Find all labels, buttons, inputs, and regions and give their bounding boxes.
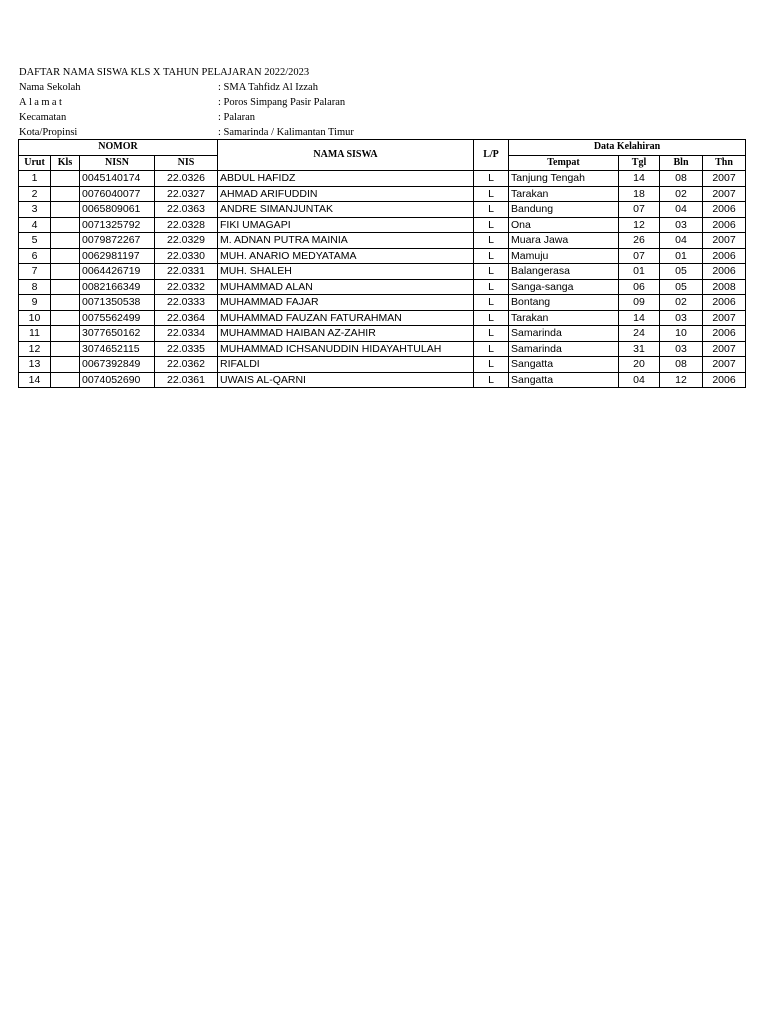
cell-kls xyxy=(51,326,80,342)
cell-kls xyxy=(51,248,80,264)
cell-kls xyxy=(51,233,80,249)
cell-urut: 4 xyxy=(19,217,51,233)
cell-nama-siswa: MUHAMMAD FAJAR xyxy=(218,295,474,311)
header-bln: Bln xyxy=(660,155,703,171)
cell-tempat: Ona xyxy=(509,217,619,233)
cell-tempat: Samarinda xyxy=(509,326,619,342)
student-roster-table xyxy=(18,139,746,388)
cell-lp: L xyxy=(474,217,509,233)
cell-bln: 01 xyxy=(660,248,703,264)
cell-tgl: 12 xyxy=(619,217,660,233)
cell-lp: L xyxy=(474,186,509,202)
cell-thn: 2008 xyxy=(703,279,746,295)
cell-kls xyxy=(51,171,80,187)
info-row-district xyxy=(19,110,309,125)
cell-nama-siswa: ABDUL HAFIDZ xyxy=(218,171,474,187)
header-nis: NIS xyxy=(155,155,218,171)
cell-tgl: 04 xyxy=(619,372,660,388)
cell-bln: 12 xyxy=(660,372,703,388)
cell-nis: 22.0362 xyxy=(155,357,218,373)
cell-tgl: 26 xyxy=(619,233,660,249)
cell-tempat: Mamuju xyxy=(509,248,619,264)
cell-tgl: 06 xyxy=(619,279,660,295)
table-row xyxy=(19,248,746,264)
cell-nisn: 0064426719 xyxy=(80,264,155,280)
cell-nis: 22.0364 xyxy=(155,310,218,326)
cell-thn: 2007 xyxy=(703,171,746,187)
cell-thn: 2006 xyxy=(703,372,746,388)
cell-nis: 22.0327 xyxy=(155,186,218,202)
cell-bln: 04 xyxy=(660,233,703,249)
table-row xyxy=(19,357,746,373)
cell-thn: 2007 xyxy=(703,186,746,202)
table-row xyxy=(19,295,746,311)
cell-nisn: 0045140174 xyxy=(80,171,155,187)
cell-urut: 9 xyxy=(19,295,51,311)
cell-tempat: Sanga-sanga xyxy=(509,279,619,295)
info-value: : Palaran xyxy=(218,112,256,123)
cell-kls xyxy=(51,264,80,280)
header-lp: L/P xyxy=(474,140,509,171)
cell-nama-siswa: UWAIS AL-QARNI xyxy=(218,372,474,388)
cell-urut: 5 xyxy=(19,233,51,249)
table-row xyxy=(19,279,746,295)
cell-kls xyxy=(51,186,80,202)
cell-tgl: 24 xyxy=(619,326,660,342)
cell-tempat: Tarakan xyxy=(509,310,619,326)
cell-tempat: Bontang xyxy=(509,295,619,311)
cell-nis: 22.0361 xyxy=(155,372,218,388)
header-nama-siswa: NAMA SISWA xyxy=(218,140,474,171)
cell-nisn: 0067392849 xyxy=(80,357,155,373)
cell-kls xyxy=(51,279,80,295)
cell-lp: L xyxy=(474,341,509,357)
info-label: Nama Sekolah xyxy=(19,82,81,93)
cell-tgl: 01 xyxy=(619,264,660,280)
cell-nama-siswa: RIFALDI xyxy=(218,357,474,373)
cell-nis: 22.0331 xyxy=(155,264,218,280)
cell-thn: 2007 xyxy=(703,357,746,373)
cell-bln: 03 xyxy=(660,217,703,233)
cell-nisn: 0082166349 xyxy=(80,279,155,295)
cell-thn: 2006 xyxy=(703,217,746,233)
cell-thn: 2006 xyxy=(703,202,746,218)
header-thn: Thn xyxy=(703,155,746,171)
table-row xyxy=(19,310,746,326)
cell-kls xyxy=(51,295,80,311)
cell-tempat: Tarakan xyxy=(509,186,619,202)
cell-nama-siswa: MUHAMMAD FAUZAN FATURAHMAN xyxy=(218,310,474,326)
header-data-kelahiran: Data Kelahiran xyxy=(509,140,746,156)
cell-kls xyxy=(51,357,80,373)
header-row-top xyxy=(19,140,746,156)
cell-nisn: 0074052690 xyxy=(80,372,155,388)
cell-nisn: 0075562499 xyxy=(80,310,155,326)
cell-urut: 14 xyxy=(19,372,51,388)
table-row xyxy=(19,233,746,249)
cell-tgl: 09 xyxy=(619,295,660,311)
cell-lp: L xyxy=(474,171,509,187)
cell-thn: 2006 xyxy=(703,248,746,264)
cell-urut: 3 xyxy=(19,202,51,218)
table-row xyxy=(19,217,746,233)
info-value: : SMA Tahfidz Al Izzah xyxy=(218,82,318,93)
cell-urut: 12 xyxy=(19,341,51,357)
document-title: DAFTAR NAMA SISWA KLS X TAHUN PELAJARAN 2022/2023 xyxy=(19,67,310,78)
cell-tempat: Muara Jawa xyxy=(509,233,619,249)
cell-bln: 05 xyxy=(660,279,703,295)
cell-nisn: 0065809061 xyxy=(80,202,155,218)
info-row-school xyxy=(19,80,318,95)
info-row-address xyxy=(19,95,346,110)
cell-urut: 8 xyxy=(19,279,51,295)
cell-tgl: 07 xyxy=(619,202,660,218)
table-row xyxy=(19,202,746,218)
cell-tempat: Bandung xyxy=(509,202,619,218)
header-tempat: Tempat xyxy=(509,155,619,171)
cell-kls xyxy=(51,310,80,326)
cell-lp: L xyxy=(474,264,509,280)
cell-tgl: 18 xyxy=(619,186,660,202)
cell-nama-siswa: MUH. SHALEH xyxy=(218,264,474,280)
cell-nama-siswa: MUHAMMAD ICHSANUDDIN HIDAYAHTULAH xyxy=(218,341,474,357)
table-row xyxy=(19,264,746,280)
cell-nama-siswa: AHMAD ARIFUDDIN xyxy=(218,186,474,202)
cell-nis: 22.0330 xyxy=(155,248,218,264)
cell-nisn: 0071325792 xyxy=(80,217,155,233)
cell-lp: L xyxy=(474,233,509,249)
cell-tempat: Sangatta xyxy=(509,357,619,373)
info-label: Alamat xyxy=(19,97,65,108)
cell-nama-siswa: MUHAMMAD HAIBAN AZ-ZAHIR xyxy=(218,326,474,342)
cell-urut: 11 xyxy=(19,326,51,342)
cell-urut: 7 xyxy=(19,264,51,280)
cell-nisn: 3077650162 xyxy=(80,326,155,342)
cell-nama-siswa: M. ADNAN PUTRA MAINIA xyxy=(218,233,474,249)
table-row xyxy=(19,171,746,187)
cell-nisn: 0079872267 xyxy=(80,233,155,249)
cell-lp: L xyxy=(474,279,509,295)
cell-bln: 08 xyxy=(660,357,703,373)
cell-lp: L xyxy=(474,295,509,311)
header-nisn: NISN xyxy=(80,155,155,171)
cell-nis: 22.0326 xyxy=(155,171,218,187)
cell-thn: 2006 xyxy=(703,295,746,311)
cell-nama-siswa: ANDRE SIMANJUNTAK xyxy=(218,202,474,218)
info-row-city-province xyxy=(19,125,354,140)
cell-urut: 6 xyxy=(19,248,51,264)
table-row xyxy=(19,341,746,357)
info-label: Kota/Propinsi xyxy=(19,127,78,138)
cell-kls xyxy=(51,341,80,357)
table-row xyxy=(19,372,746,388)
cell-bln: 03 xyxy=(660,310,703,326)
cell-kls xyxy=(51,217,80,233)
cell-bln: 02 xyxy=(660,186,703,202)
cell-bln: 05 xyxy=(660,264,703,280)
document-header xyxy=(19,65,354,140)
table-row xyxy=(19,186,746,202)
cell-lp: L xyxy=(474,326,509,342)
cell-nis: 22.0328 xyxy=(155,217,218,233)
header-kls: Kls xyxy=(51,155,80,171)
cell-nisn: 3074652115 xyxy=(80,341,155,357)
cell-nis: 22.0335 xyxy=(155,341,218,357)
cell-tgl: 20 xyxy=(619,357,660,373)
cell-nis: 22.0333 xyxy=(155,295,218,311)
cell-nisn: 0071350538 xyxy=(80,295,155,311)
cell-kls xyxy=(51,372,80,388)
cell-lp: L xyxy=(474,357,509,373)
cell-urut: 10 xyxy=(19,310,51,326)
cell-nama-siswa: MUH. ANARIO MEDYATAMA xyxy=(218,248,474,264)
header-urut: Urut xyxy=(19,155,51,171)
cell-tgl: 14 xyxy=(619,310,660,326)
info-value: : Samarinda / Kalimantan Timur xyxy=(218,127,354,138)
cell-nis: 22.0329 xyxy=(155,233,218,249)
cell-bln: 04 xyxy=(660,202,703,218)
table-header xyxy=(19,140,746,171)
cell-urut: 1 xyxy=(19,171,51,187)
cell-bln: 10 xyxy=(660,326,703,342)
cell-nis: 22.0332 xyxy=(155,279,218,295)
cell-thn: 2006 xyxy=(703,326,746,342)
cell-lp: L xyxy=(474,248,509,264)
cell-nisn: 0062981197 xyxy=(80,248,155,264)
cell-tempat: Tanjung Tengah xyxy=(509,171,619,187)
cell-thn: 2007 xyxy=(703,310,746,326)
cell-urut: 13 xyxy=(19,357,51,373)
cell-thn: 2007 xyxy=(703,233,746,249)
cell-thn: 2007 xyxy=(703,341,746,357)
cell-tempat: Balangerasa xyxy=(509,264,619,280)
cell-tgl: 14 xyxy=(619,171,660,187)
header-tgl: Tgl xyxy=(619,155,660,171)
info-label: Kecamatan xyxy=(19,112,67,123)
cell-nama-siswa: FIKI UMAGAPI xyxy=(218,217,474,233)
cell-tgl: 31 xyxy=(619,341,660,357)
table-row xyxy=(19,326,746,342)
cell-nis: 22.0363 xyxy=(155,202,218,218)
cell-tgl: 07 xyxy=(619,248,660,264)
cell-tempat: Sangatta xyxy=(509,372,619,388)
cell-nisn: 0076040077 xyxy=(80,186,155,202)
cell-lp: L xyxy=(474,202,509,218)
cell-tempat: Samarinda xyxy=(509,341,619,357)
cell-nis: 22.0334 xyxy=(155,326,218,342)
cell-lp: L xyxy=(474,372,509,388)
info-value: : Poros Simpang Pasir Palaran xyxy=(218,97,346,108)
cell-urut: 2 xyxy=(19,186,51,202)
cell-bln: 03 xyxy=(660,341,703,357)
cell-bln: 08 xyxy=(660,171,703,187)
cell-bln: 02 xyxy=(660,295,703,311)
cell-kls xyxy=(51,202,80,218)
table-body xyxy=(19,171,746,388)
header-nomor: NOMOR xyxy=(19,140,218,156)
cell-nama-siswa: MUHAMMAD ALAN xyxy=(218,279,474,295)
cell-thn: 2006 xyxy=(703,264,746,280)
cell-lp: L xyxy=(474,310,509,326)
